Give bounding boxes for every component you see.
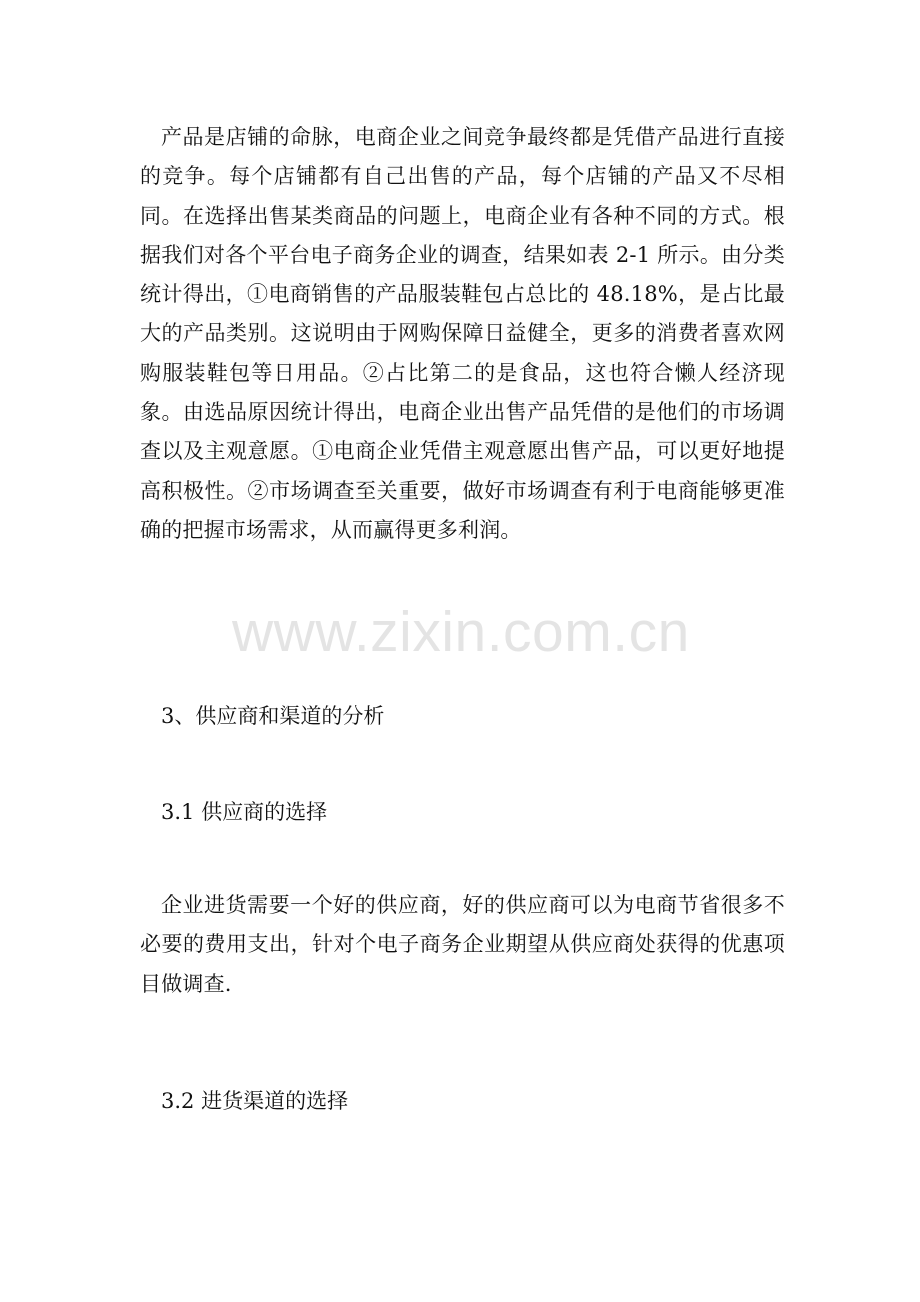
body-paragraph-supplier: 企业进货需要一个好的供应商，好的供应商可以为电商节省很多不必要的费用支出，针对个电子商务企业期望从供应商处获得的优惠项目做调查. [140, 893, 785, 996]
subsection-heading-supplier-selection: 3.1 供应商的选择 [161, 800, 328, 824]
body-paragraph-product-selection: 产品是店铺的命脉，电商企业之间竞争最终都是凭借产品进行直接的竞争。每个店铺都有自己出售的产品，每个店铺的产品又不尽相同。在选择出售某类商品的问题上，电商企业有各种不同的方式。根据我们对各个平台电子商务企业的调查，结果如表 2-1 所示。由分类统计得出，①电商销售的产品服装鞋包占总比的 48.18%，是占比最大的产品类别。这说明由于网购保障日益健全，更多的消费者喜欢网购服装鞋包等日用品。②占比第二的是食品，这也符合懒人经济现象。由选品原因统计得出，电商企业出售产品凭借的是他们的市场调查以及主观意愿。①电商企业凭借主观意愿出售产品，可以更好地提高积极性。②市场调查至关重要，做好市场调查有利于电商能够更准确的把握市场需求，从而赢得更多利润。 [140, 125, 785, 542]
watermark-logo: www.zixin.com.cn [232, 600, 690, 664]
subsection-heading-channel-selection: 3.2 进货渠道的选择 [161, 1089, 349, 1113]
section-heading-suppliers-channels: 3、供应商和渠道的分析 [161, 704, 385, 728]
